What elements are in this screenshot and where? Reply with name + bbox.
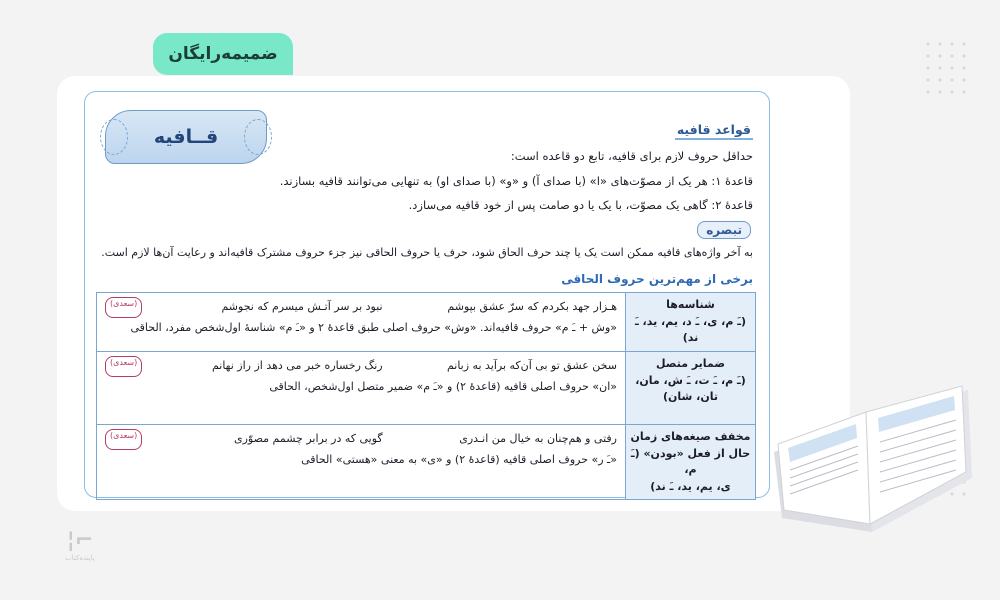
poet-tag: (سعدی) bbox=[105, 356, 142, 377]
poet-tag: (سعدی) bbox=[105, 429, 142, 450]
row-key-detail-2: تان، شان) bbox=[662, 390, 719, 403]
logo-mark-icon: ⌐¦ bbox=[66, 528, 94, 553]
verse-hemistich-2: نبود بر سر آتـش میسرم که نجوشم bbox=[221, 300, 383, 313]
verse-hemistich-1: هـزار جهد بکردم که سرّ عشق بپوشم bbox=[447, 300, 617, 313]
logo-text: پاینده‌کتاب bbox=[65, 554, 95, 562]
chapter-ribbon: قــافیه bbox=[105, 110, 267, 164]
row-value bbox=[97, 293, 626, 352]
verse bbox=[105, 429, 617, 450]
free-supplement-badge: ضمیمه‌رایگان bbox=[153, 33, 293, 75]
row-key-title: ضمایر متصل bbox=[656, 357, 725, 370]
table-row bbox=[97, 425, 756, 500]
table-row bbox=[97, 352, 756, 425]
row-key-detail: (ـَ م، ی، ـَ د، یم، ید، ـَ ند) bbox=[634, 314, 747, 344]
row-explanation: «ان» حروف اصلی قافیه (قاعدهٔ ۲) و «ـَ م» ضمیر متصل اول‌شخص، الحاقی bbox=[269, 379, 617, 393]
verse-hemistich-2: رنگ رخساره خبر می دهد از راز نهانم bbox=[211, 359, 383, 372]
open-book-illustration bbox=[768, 382, 980, 547]
verse-hemistich-1: رفتی و هم‌چنان به خیال من انـدری bbox=[459, 432, 617, 445]
row-key bbox=[626, 293, 756, 352]
row-value bbox=[97, 425, 626, 500]
verse bbox=[105, 297, 617, 318]
row-explanation: «وش + ـَ م» حروف قافیه‌اند. «وش» حروف اصلی طبق قاعدهٔ ۲ و «ـَ م» شناسهٔ اول‌شخص مفرد، الحاقی bbox=[130, 320, 617, 334]
dot-pattern-top bbox=[922, 38, 970, 102]
suffix-table bbox=[96, 292, 756, 500]
row-key-detail: (ـَ م، ـَ ت، ـَ ش، مان، bbox=[635, 373, 746, 387]
verse-hemistich-2: گویی که در برابر چشمم مصوّری bbox=[234, 432, 383, 445]
note-tag: تبصره bbox=[697, 221, 751, 239]
table-row bbox=[97, 293, 756, 352]
row-explanation: «ـَ ر» حروف اصلی قافیه (قاعدهٔ ۲) و «ی» به معنی «هستی» الحاقی bbox=[301, 452, 617, 466]
verse bbox=[105, 356, 617, 377]
note-text: به آخر واژه‌های قافیه ممکن است یک یا چند حرف الحاق شود، حرف یا حروف الحاقی نیز جزء حروف مشترک قافیه‌اند و رعایت آن‌ها لازم است. bbox=[101, 246, 753, 259]
row-value bbox=[97, 352, 626, 425]
rule-1: قاعدهٔ ۱: هر یک از مصوّت‌های «ا» (با صدای آ) و «و» (با صدای او) به تنهایی می‌توانند قافیه بسازند. bbox=[279, 174, 753, 188]
table-title: برخی از مهم‌ترین حروف الحاقی bbox=[561, 272, 753, 286]
row-key-title: مخفف صیغه‌های زمان bbox=[630, 430, 751, 443]
row-key-title: شناسه‌ها bbox=[666, 298, 715, 311]
section-heading: قواعد قافیه bbox=[675, 122, 753, 140]
verse-hemistich-1: سخن عشق تو بی آن‌که برآید به زبانم bbox=[446, 359, 617, 372]
book-page bbox=[84, 91, 770, 498]
row-key-detail: حال از فعل «بودن» (ـَ م، bbox=[630, 446, 751, 476]
row-key-detail-2: ی، یم، ید، ـَ ند) bbox=[650, 479, 731, 493]
rule-2: قاعدهٔ ۲: گاهی یک مصوّت، با یک یا دو صامت پس از خود قافیه می‌سازد. bbox=[408, 198, 753, 212]
intro-text: حداقل حروف لازم برای قافیه، تابع دو قاعده است: bbox=[510, 149, 753, 163]
poet-tag: (سعدی) bbox=[105, 297, 142, 318]
publisher-logo bbox=[50, 528, 110, 578]
row-key bbox=[626, 352, 756, 425]
row-key bbox=[626, 425, 756, 500]
